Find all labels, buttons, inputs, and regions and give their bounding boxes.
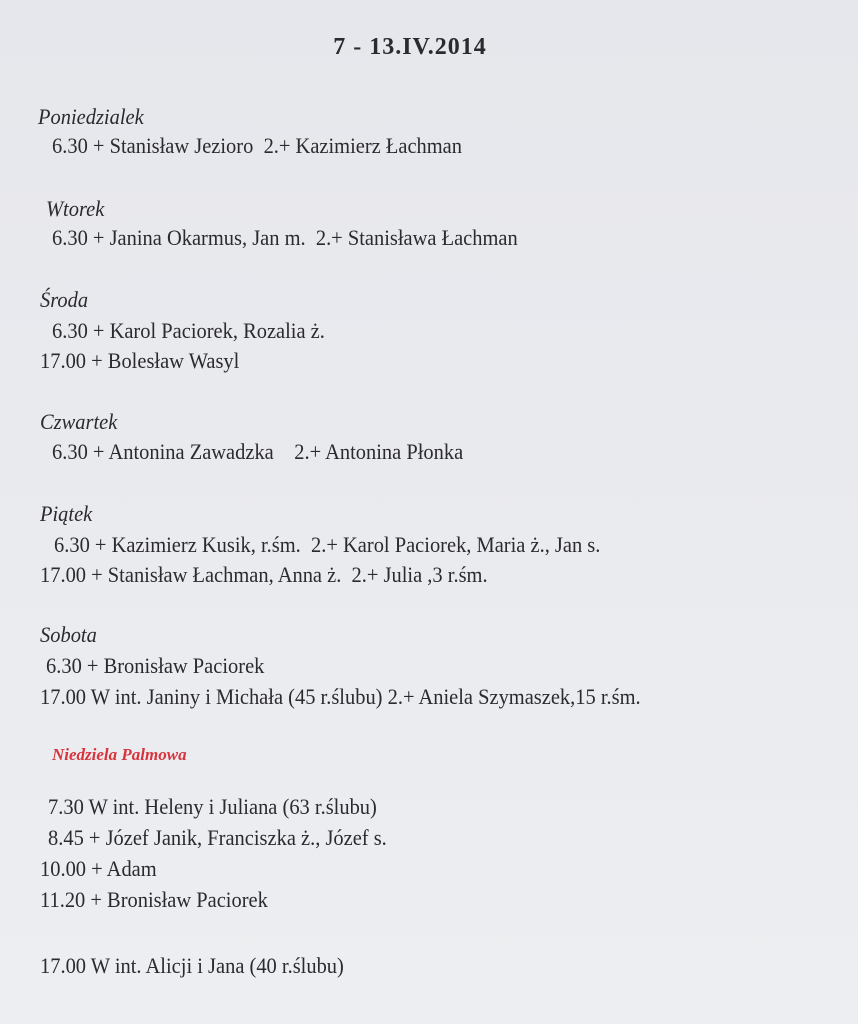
day-heading-saturday: Sobota <box>40 622 97 647</box>
day-heading-wednesday: Środa <box>40 287 89 312</box>
mass-entry: 17.00 W int. Alicji i Jana (40 r.ślubu) <box>40 953 344 978</box>
mass-entry: 6.30 + Karol Paciorek, Rozalia ż. <box>52 318 325 343</box>
mass-entry: 8.45 + Józef Janik, Franciszka ż., Józef s. <box>48 825 387 850</box>
mass-entry: 17.00 W int. Janiny i Michała (45 r.ślubu) 2.+ Aniela Szymaszek,15 r.śm. <box>40 684 641 709</box>
day-heading-palm-sunday: Niedziela Palmowa <box>52 745 187 764</box>
mass-entry: 6.30 + Kazimierz Kusik, r.śm. 2.+ Karol Paciorek, Maria ż., Jan s. <box>54 532 601 557</box>
mass-entry: 6.30 + Antonina Zawadzka 2.+ Antonina Płonka <box>52 439 464 464</box>
mass-entry: 6.30 + Bronisław Paciorek <box>46 653 265 678</box>
page-title: 7 - 13.IV.2014 <box>333 34 487 60</box>
mass-entry: 17.00 + Bolesław Wasyl <box>40 348 240 373</box>
day-heading-tuesday: Wtorek <box>46 196 105 221</box>
mass-entry: 6.30 + Stanisław Jezioro 2.+ Kazimierz Łachman <box>52 133 462 158</box>
day-heading-monday: Poniedzialek <box>38 104 144 129</box>
mass-entry: 10.00 + Adam <box>40 856 157 881</box>
day-heading-friday: Piątek <box>40 501 93 526</box>
mass-entry: 6.30 + Janina Okarmus, Jan m. 2.+ Stanisława Łachman <box>52 225 518 250</box>
mass-entry: 11.20 + Bronisław Paciorek <box>40 887 268 912</box>
day-heading-thursday: Czwartek <box>40 409 118 434</box>
mass-entry: 7.30 W int. Heleny i Juliana (63 r.ślubu) <box>48 794 377 819</box>
mass-entry: 17.00 + Stanisław Łachman, Anna ż. 2.+ Julia ,3 r.śm. <box>40 562 488 587</box>
